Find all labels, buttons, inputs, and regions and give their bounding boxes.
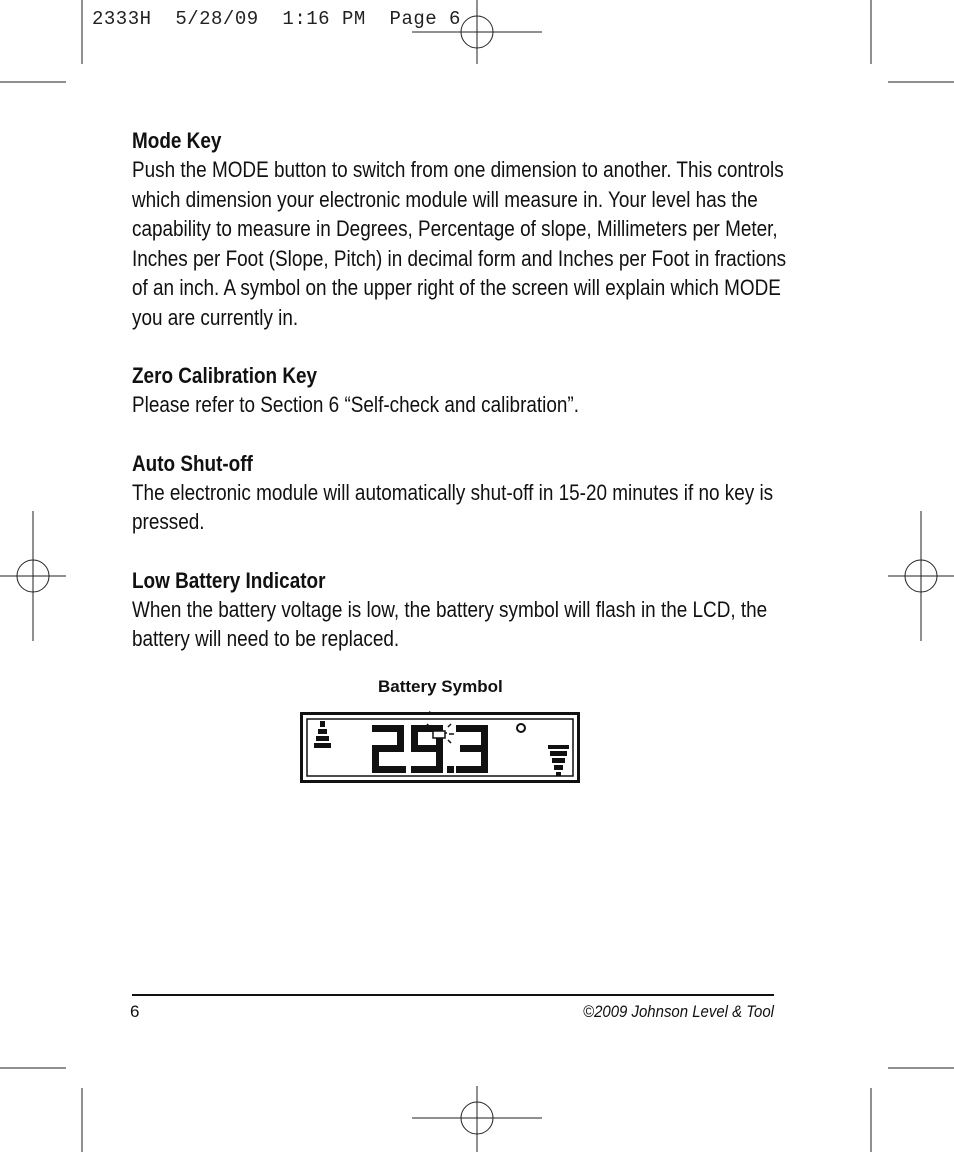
section-zero-calibration [132,361,792,420]
page-number: 6 [130,1002,140,1021]
print-slug: 2333H 5/28/09 1:16 PM Page 6 [92,8,461,30]
registration-mark-top [412,0,542,64]
section-body: The electronic module will automatically shut-off in 15-20 minutes if no key is pressed. [132,479,774,534]
section-mode-key [132,126,792,332]
registration-mark-left [0,511,66,641]
section-body: When the battery voltage is low, the battery symbol will flash in the LCD, the battery will need to be replaced. [132,596,768,651]
battery-symbol-label: Battery Symbol [378,677,503,696]
registration-mark-bottom [412,1086,542,1152]
section-heading: Low Battery Indicator [132,567,326,593]
section-body: Push the MODE button to switch from one dimension to another. This controls which dimension your electronic module will measure in. Your level has the capability to measure in Degrees, Percentage of slope, Millimeters per Meter, Inches per Foot (Slope, Pitch) in decimal form and Inches per Foot in fractions of an inch. A symbol on the upper right of the screen will explain which MODE you are currently in. [132,157,787,330]
section-heading: Auto Shut-off [132,450,253,476]
section-body: Please refer to Section 6 “Self-check and calibration”. [132,392,579,417]
footer-rule [132,994,774,996]
section-low-battery [132,566,792,654]
section-heading: Mode Key [132,128,222,153]
section-auto-shutoff [132,449,792,537]
registration-mark-right [888,511,954,641]
lcd-display-illustration [300,711,582,785]
copyright-notice: ©2009 Johnson Level & Tool [583,1002,774,1021]
content-column [132,126,792,683]
section-heading: Zero Calibration Key [132,363,318,388]
